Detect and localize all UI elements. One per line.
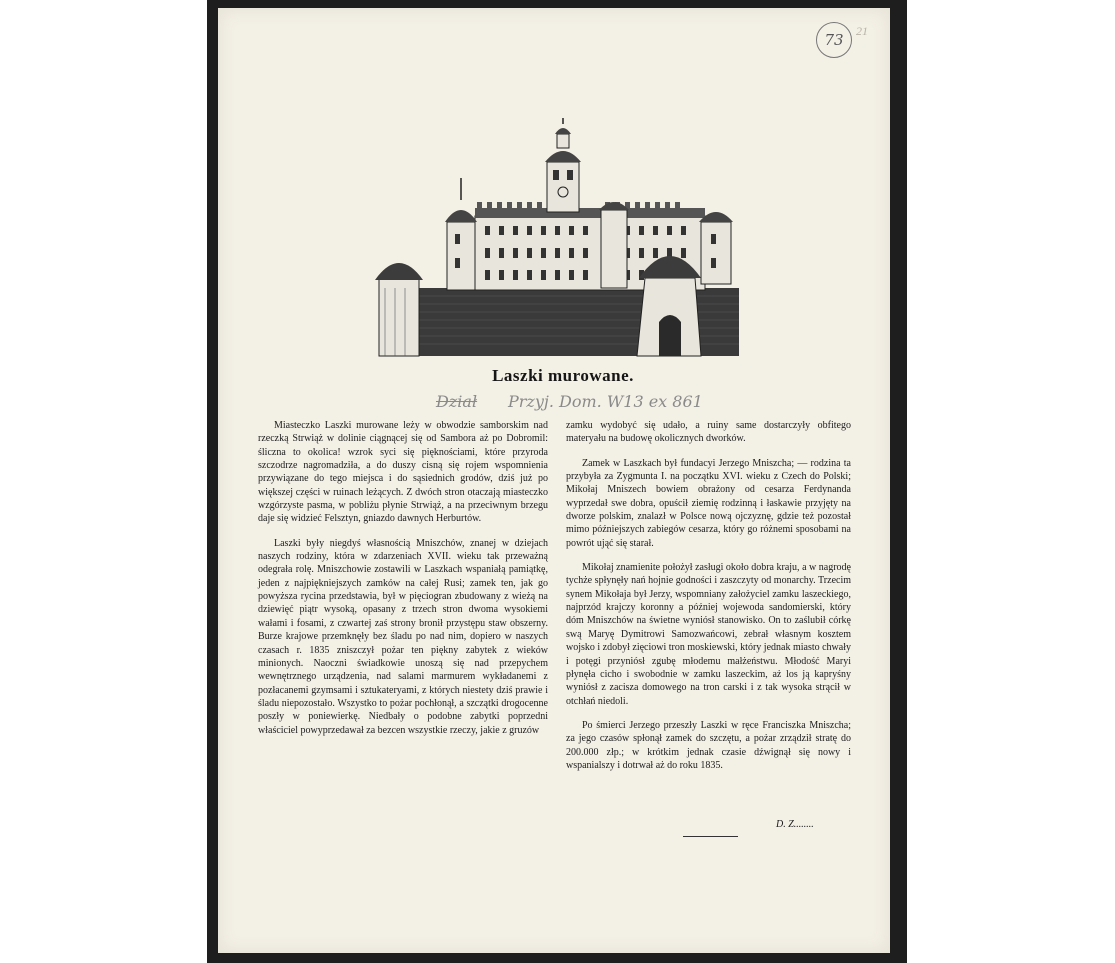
castle-engraving xyxy=(375,118,739,358)
paragraph: Po śmierci Jerzego przeszły Laszki w ręce Franciszka Mniszcha; za jego czasów spłonął zamek do szczętu, a pożar zrządził stratę do 200.000 złp.; w krótkim jednak czasie dźwignął się nowy i wspanialszy i dotrwał aż do roku 1835. xyxy=(566,719,851,771)
paragraph: Laszki były niegdyś własnością Mniszchów, znanej w dziejach naszych rodziny, która w zdarzeniach XVII. wieku tak przeważną odegrała rolę. Mniszchowie zostawili w Laszkach wspaniałą pamiątkę, jeden z najpiękniejszych zamków na całej Rusi; zamek ten, jak go powyższa rycina przedstawia, był w pięciogran zbudowany z wieżą na dziewięć piątr wysoką, opasany z trzech stron dwoma wysokiemi wałami i fosami, z czwartej zaś strony bronił przystępu staw obszerny. Burze krajowe przemknęły bez śladu po nad nim, dopiero w naszych czasach r. 1835 zniszczył pożar ten piękny zabytek z wieków minionych. Naoczni świadkowie unoszą się nad przepychem wewnętrznego urządzenia, nad salami marmurem wykładanemi z pozłacanemi gzymsami i sztukateryami, z których niestety dziś prawie i śladu niepozostało. Wszystko to pożar pochłonął, a szczątki drogocenne poszły w poniewierkę. Niedbały o podobne zabytki poprzedni właściciel powyprzedawał za bezcen wszystkie rzeczy, jakie z gruzów xyxy=(258,537,548,736)
folio-number: 73 xyxy=(816,22,852,58)
paragraph: Zamek w Laszkach był fundacyi Jerzego Mniszcha; — rodzina ta przybyła za Zygmunta I. na początku XVI. wieku z Czech do Polski; Mikołaj Mniszech bowiem obrażony od cesarza Ferdynanda wyprzedał swe dobra, opuścił ziemię rodzinną i łaskawie przyjęty na dworze polskim, znalazł w Polsce nową ojczyznę, gdzie też pozostał mimo późniejszych zabiegów cesarza, który go różnemi sposobami na powrót ująć się starał. xyxy=(566,457,851,549)
article-title: Laszki murowane. xyxy=(492,366,634,385)
text-column-right xyxy=(566,419,851,783)
handwritten-catalog-note: Przyj. Dom. W13 ex 861 xyxy=(508,392,703,411)
folio-extra: 21 xyxy=(856,24,868,38)
text-column-left xyxy=(258,419,548,748)
paragraph: Miasteczko Laszki murowane leży w obwodzie samborskim nad rzeczką Strwiąż w dolinie ciągnącej się od Sambora aż po Dobromil: śliczna to okolica! wzrok syci się pięknościami, które przyroda szczodrze nagromadziła, a do duszy cisną się rojem wspomnienia przywiązane do tego miejsca i do sąsiednich grodów, dziś już po większej części w ruinach leżących. Z dwóch stron otaczają miasteczko wzgórzyste pasma, w pobliżu płynie Strwiąż, a na przeciwnym brzegu daje się widzieć Felsztyn, gniazdo dawnych Herburtów. xyxy=(258,420,548,525)
handwritten-struck-word: Dział xyxy=(436,392,478,411)
paragraph: zamku wydobyć się udało, a ruiny same dostarczyły obfitego materyału na budowę okolicznych dworków. xyxy=(566,420,851,445)
author-signature: D. Z........ xyxy=(776,819,814,830)
paragraph: Mikołaj znamienite położył zasługi około dobra kraju, a w nagrodę tychże spłynęły nań hojnie godności i zaszczyty od monarchy. Trzecim synem Mikołaja był Jerzy, wspomniany założyciel zamku laszeckiego, najprzód krajczy koronny a później wojewoda sandomierski, który dóm Mniszchów na świetne wyniósł stanowisko. On to zaślubił córkę swą Maryę Dymitrowi Samozwańcowi, zebrał własnym kosztem wojsko i zdobył zięciowi tron moskiewski, który jednak miasto chwały i potęgi przyniósł zgubę młodemu małżeństwu. Młodość Maryi płynęła cicho i swobodnie w zamku laszeckim, aż los ją kapryśny wyniósł z zacisza domowego na tron carski i z tak wysoka strącił w otchłań niedoli. xyxy=(566,562,851,707)
end-rule xyxy=(683,836,738,837)
